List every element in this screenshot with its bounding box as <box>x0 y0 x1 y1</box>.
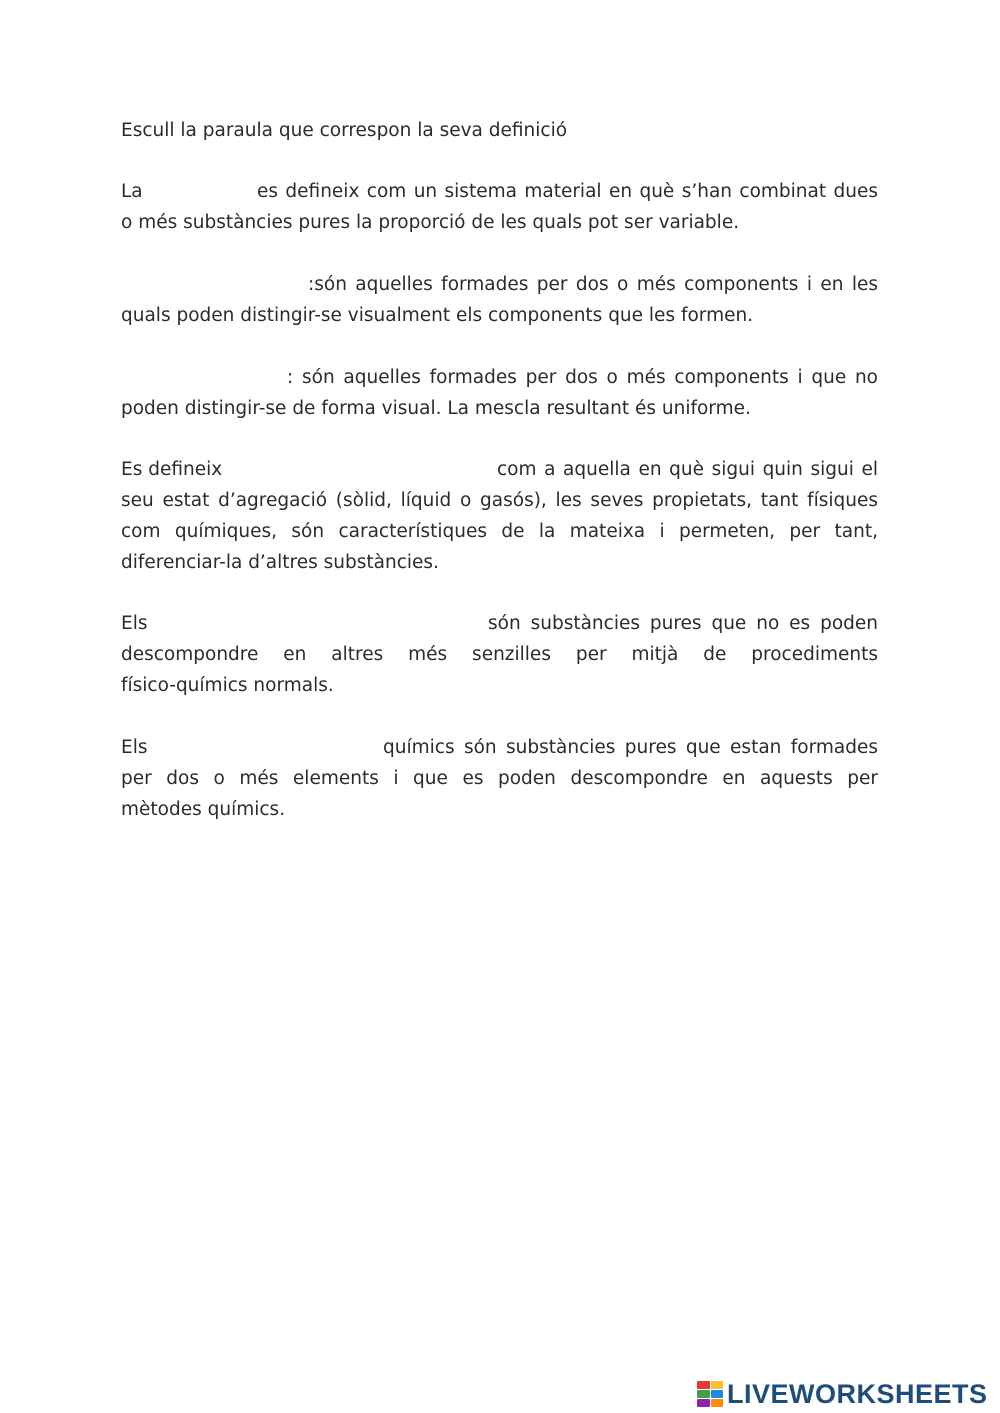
exercise-line: diferenciar-la d’altres substàncies. <box>121 552 439 573</box>
exercise-line: poden distingir-se de forma visual. La mescla resultant és uniforme. <box>121 398 751 419</box>
blank-input-6[interactable] <box>155 734 381 763</box>
blank-input-2[interactable] <box>121 271 305 300</box>
blank-input-5[interactable] <box>155 610 485 639</box>
sentence-start: Els <box>121 613 148 634</box>
sentence-continuation: :són aquelles formades per dos o més components i en les <box>308 274 878 295</box>
exercise-line: mètodes químics. <box>121 799 286 820</box>
logo-mark-cell <box>697 1390 710 1398</box>
exercise-line <box>121 362 878 393</box>
sentence-continuation: es defineix com un sistema material en què s’han combinat dues <box>257 181 878 202</box>
sentence-continuation: : són aquelles formades per dos o més components i que no <box>287 367 878 388</box>
sentence-continuation: com a aquella en què sigui quin sigui el <box>497 459 878 480</box>
exercise-line <box>121 269 878 300</box>
instruction-text: Escull la paraula que correspon la seva definició <box>121 120 568 141</box>
blank-input-1[interactable] <box>151 178 255 207</box>
sentence-start: Es defineix <box>121 459 223 480</box>
blank-input-4[interactable] <box>229 456 495 485</box>
exercise-line: seu estat d’agregació (sòlid, líquid o gasós), les seves propietats, tant físiques <box>121 490 878 511</box>
exercise-line <box>121 608 878 639</box>
logo-mark-cell <box>711 1399 724 1407</box>
logo-mark-cell <box>697 1399 710 1407</box>
sentence-continuation: químics són substàncies pures que estan formades <box>383 737 878 758</box>
liveworksheets-logo[interactable] <box>697 1376 988 1412</box>
exercise-line <box>121 176 878 207</box>
blank-input-3[interactable] <box>121 364 285 393</box>
logo-mark-cell <box>697 1381 710 1389</box>
exercise-line <box>121 454 878 485</box>
exercise-line: per dos o més elements i que es poden descompondre en aquests per <box>121 768 878 789</box>
sentence-start: Els <box>121 737 148 758</box>
logo-mark-cell <box>711 1381 724 1389</box>
exercise-line <box>121 732 878 763</box>
logo-text: LIVEWORKSHEETS <box>727 1379 988 1409</box>
exercise-line: o més substàncies pures la proporció de les quals pot ser variable. <box>121 212 740 233</box>
exercise-line: descompondre en altres més senzilles per mitjà de procediments <box>121 644 878 665</box>
sentence-continuation: són substàncies pures que no es poden <box>488 613 878 634</box>
exercise-line: quals poden distingir-se visualment els components que les formen. <box>121 305 754 326</box>
liveworksheets-mark-icon <box>697 1381 723 1407</box>
exercise-line: físico-químics normals. <box>121 675 334 696</box>
exercise-line: com químiques, són característiques de la mateixa i permeten, per tant, <box>121 521 878 542</box>
logo-mark-cell <box>711 1390 724 1398</box>
sentence-start: La <box>121 181 143 202</box>
